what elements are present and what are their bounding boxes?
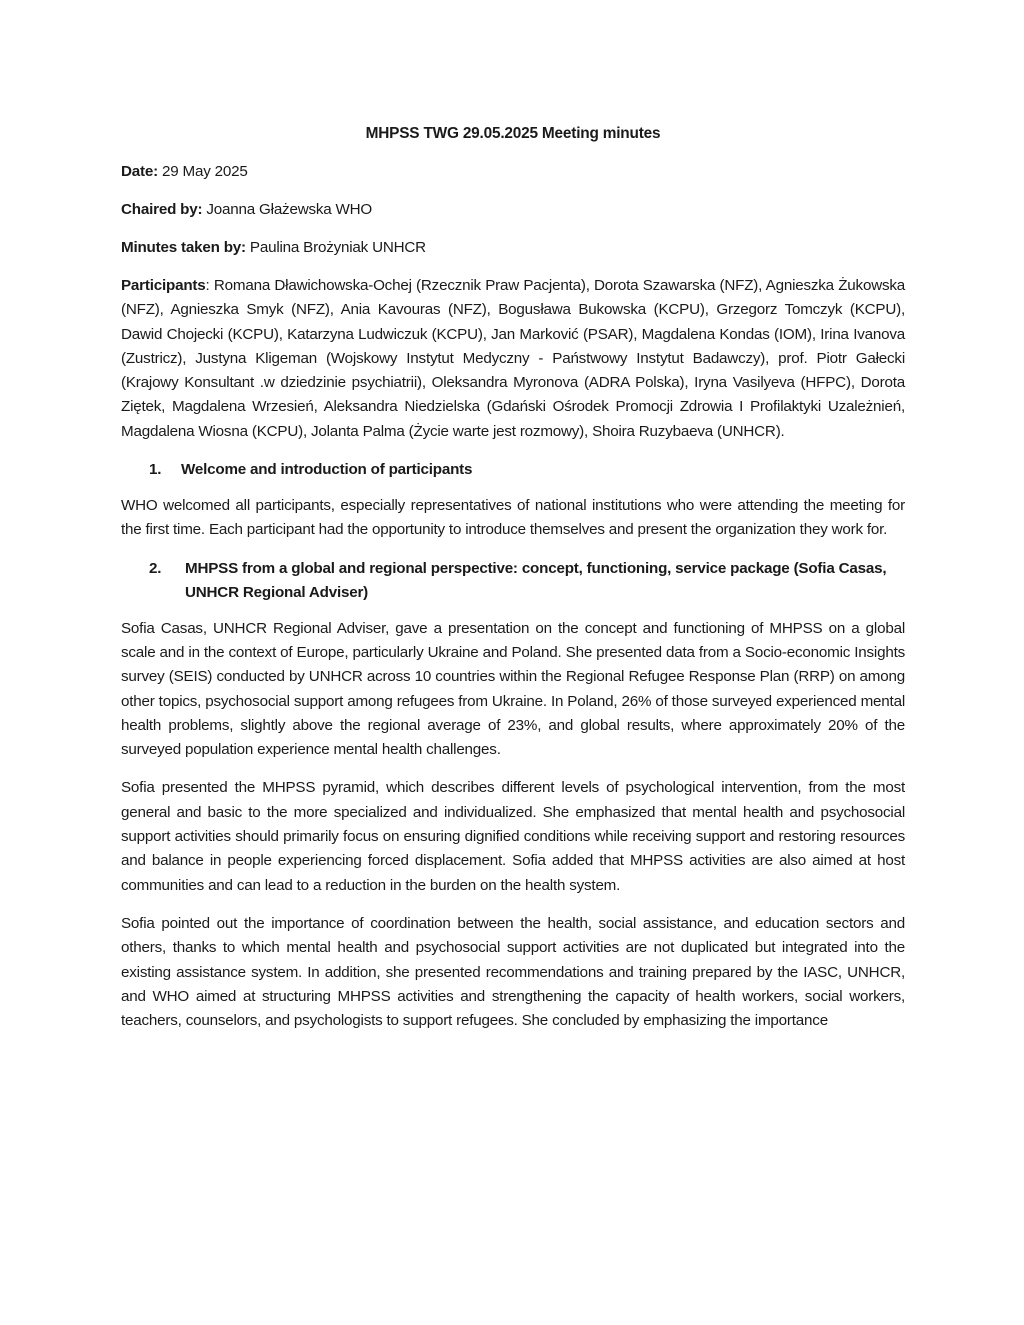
minutes-taken-by-value: Paulina Brożyniak UNHCR: [245, 239, 426, 256]
minutes-taken-by-label: Minutes taken by:: [121, 239, 246, 256]
document-title: MHPSS TWG 29.05.2025 Meeting minutes: [365, 125, 661, 142]
section-title: Welcome and introduction of participants: [181, 461, 473, 479]
meta-minutes-taken-by: [121, 236, 905, 260]
date-label: Date:: [121, 163, 158, 180]
document-page: [121, 118, 905, 1033]
participants-paragraph: [121, 274, 905, 444]
participants-label: Participants: [121, 277, 206, 294]
participants-list: : Romana Dławichowska-Ochej (Rzecznik Praw Pacjenta), Dorota Szawarska (NFZ), Agnieszka Żukowska (NFZ), Agnieszka Smyk (NFZ), Ania Kavouras (NFZ), Bogusława Bukowska (KCPU), Grzegorz Tomczyk (KCPU), Dawid Chojecki (KCPU), Katarzyna Ludwiczuk (KCPU), Jan Marković (PSAR), Magdalena Kondas (IOM), Irina Ivanova (Zustricz), Justyna Kligeman (Wojskowy Instytut Medyczny - Państwowy Instytut Badawczy), prof. Piotr Gałecki (Krajowy Konsultant .w dziedzinie psychiatrii), Oleksandra Myronova (ADRA Polska), Iryna Vasilyeva (HFPC), Dorota Ziętek, Magdalena Wrzesień, Aleksandra Niedzielska (Gdański Ośrodek Promocji Zdrowia I Profilaktyki Uzależnień, Magdalena Wiosna (KCPU), Jolanta Palma (Życie warte jest rozmowy), Shoira Ruzybaeva (UNHCR).: [121, 277, 905, 440]
section-title: MHPSS from a global and regional perspective: concept, functioning, service package (Sofia Casas, UNHCR Regional Adviser): [185, 559, 887, 601]
meta-date: [121, 160, 905, 184]
section-1-paragraph: WHO welcomed all participants, especially representatives of national institutions who were attending the meeting for the first time. Each participant had the opportunity to introduce themselves and present the organization they work for.: [121, 497, 905, 539]
section-number: 1.: [149, 461, 162, 479]
section-2-paragraph-1: Sofia Casas, UNHCR Regional Adviser, gave a presentation on the concept and functioning of MHPSS on a global scale and in the context of Europe, particularly Ukraine and Poland. She presented data from a Socio-economic Insights survey (SEIS) conducted by UNHCR across 10 countries within the Regional Refugee Response Plan (RRP) on among other topics, psychosocial support among refugees from Ukraine. In Poland, 26% of those surveyed experienced mental health problems, slightly above the regional average of 23%, and global results, where approximately 20% of the surveyed population experience mental health challenges.: [121, 619, 905, 759]
chaired-by-value: Joanna Głażewska WHO: [202, 201, 373, 218]
section-heading-1: [121, 458, 905, 482]
chaired-by-label: Chaired by:: [121, 201, 203, 218]
section-2-paragraph-3: Sofia pointed out the importance of coordination between the health, social assistance, and education sectors and others, thanks to which mental health and psychosocial support activities are not duplicated but integrated into the existing assistance system. In addition, she presented recommendations and training prepared by the IASC, UNHCR, and WHO aimed at structuring MHPSS activities and strengthening the capacity of health workers, social workers, teachers, counselors, and psychologists to support refugees. She concluded by emphasizing the importance: [121, 914, 905, 1030]
meta-chaired-by: [121, 198, 905, 222]
section-2-paragraph-2: Sofia presented the MHPSS pyramid, which describes different levels of psychological intervention, from the most general and basic to the more specialized and individualized. She emphasized that mental health and psychosocial support activities should primarily focus on ensuring dignified conditions while receiving support and restoring resources and balance in people experiencing forced displacement. Sofia added that MHPSS activities are also aimed at host communities and can lead to a reduction in the burden on the health system.: [121, 779, 905, 894]
section-heading-2: [121, 557, 905, 605]
section-number: 2.: [149, 559, 162, 577]
date-value: 29 May 2025: [157, 163, 248, 180]
